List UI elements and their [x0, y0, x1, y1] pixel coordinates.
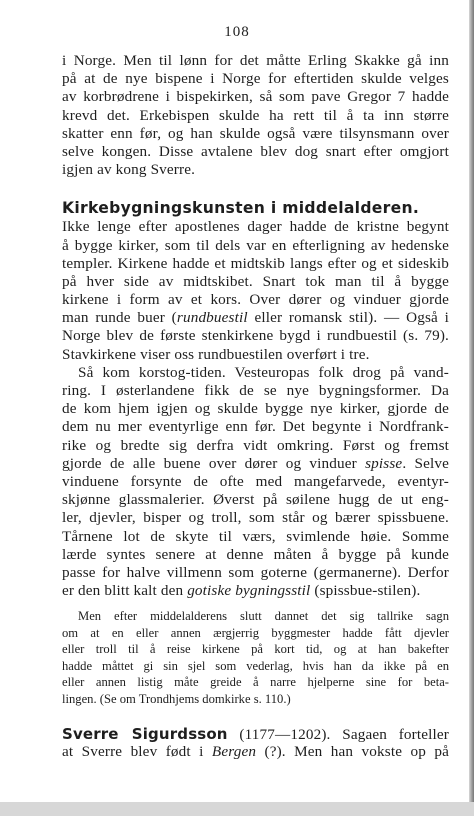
italic-term: Bergen	[211, 743, 257, 761]
text-line-mixed	[62, 582, 449, 600]
page-number: 108	[224, 24, 250, 40]
text-line: Tårnene lot de skyte til værs, svimlende høie. Somme	[62, 527, 449, 545]
text-column	[62, 52, 449, 762]
text-line: ring. I østerlandene fikk de se nye bygningsformer. Da	[62, 382, 449, 399]
text-line: ler, djevler, bisper og troll, som står og bærer spissbuene.	[62, 509, 449, 527]
text-fragment: (?). Men han vokste op på	[256, 743, 450, 761]
text-line: Norge blev de første stenkirkene bygd i rundbuestil (s. 79).	[62, 327, 449, 345]
text-line: å bygge kirker, som til dels var en efterligning av hedenske	[62, 236, 449, 254]
text-fragment: (spissbue-stilen).	[310, 582, 421, 600]
text-line: dem nu mer eventyrlige enn før. Det begynte i Nordfrank-	[62, 418, 449, 436]
text-line: i Norge. Men til lønn for det måtte Erling Skakke gå inn	[62, 52, 449, 69]
italic-term: rundbuestil	[176, 309, 248, 327]
text-line: Så kom korstog-tiden. Vesteuropas folk drog på vand-	[78, 363, 449, 381]
note-line: lingen. (Se om Trondhjems domkirke s. 110.)	[62, 691, 291, 706]
text-line: selve kongen. Disse avtalene blev dog snart efter omgjort	[62, 142, 449, 160]
text-line: vinduene forsynte de ofte med mangefarvede, eventyr-	[62, 472, 449, 490]
note-line: Men efter middelalderens slutt dannet det sig tallrike sagn	[78, 609, 449, 624]
text-line: på at de nye bispene i Norge for eftertiden skulde velges	[62, 70, 449, 88]
text-fragment: eller romansk stil). — Også i	[247, 309, 449, 327]
text-line: lærde syntes senere at denne måten å bygge på kunde	[62, 545, 449, 563]
note-line: om at en eller annen ærgjerrig byggmester hadde fått djevler	[62, 625, 449, 640]
person-name: Sverre Sigurdsson	[62, 725, 228, 744]
text-line: av korbrødrene i bispekirken, så som pave Gregor 7 hadde	[62, 88, 449, 106]
note-line: eller troll til å reise kirkene på kort tid, og at han bakefter	[62, 642, 449, 657]
text-line: Ikke lenge efter apostlenes dager hadde de kristne begynt	[62, 218, 449, 236]
paragraph-crusades	[62, 364, 449, 600]
note-line: eller annen listig måte greide å narre hjelperne sine for beta-	[62, 675, 449, 690]
text-line-mixed	[62, 725, 449, 743]
text-line: på hver side av midtskibet. Snart tok man til å bygge	[62, 272, 449, 290]
text-line: rike og bredte sig derfra vidt omkring. Først og fremst	[62, 436, 449, 454]
text-fragment: . Selve	[402, 454, 449, 472]
text-line: kirkene i form av et kors. Over dører og vinduer gjorde	[62, 291, 449, 309]
text-fragment: at Sverre blev født i	[62, 743, 212, 761]
paragraph-intro	[62, 52, 449, 179]
text-fragment: (1177—1202). Sagaen forteller	[227, 726, 449, 744]
section-heading: Kirkebygningskunsten i middelalderen.	[62, 199, 420, 218]
small-print-note	[62, 608, 449, 707]
text-line-mixed	[62, 309, 449, 327]
text-line-mixed	[62, 743, 449, 761]
note-line: hadde måttet gi sin sjel som vederlag, hvis han da ikke på en	[62, 658, 449, 673]
text-line: de kom hjem igjen og skulde bygge nye kirker, gjorde de	[62, 400, 449, 418]
paragraph-architecture	[62, 218, 449, 364]
text-line: igjen av kong Sverre.	[62, 161, 196, 179]
italic-term: gotiske bygningsstil	[187, 582, 311, 600]
text-fragment: gjorde de alle buene over dører og vinduer	[62, 454, 366, 472]
text-fragment: er den blitt kalt den	[62, 582, 188, 600]
paragraph-sverre	[62, 725, 449, 761]
italic-term: spisse	[365, 454, 403, 472]
scan-edge	[469, 0, 474, 816]
text-line-mixed	[62, 455, 449, 473]
text-line: Stavkirkene viser oss rundbuestilen overført i tre.	[62, 345, 370, 363]
text-line: templer. Kirkene hadde et midtskib langs efter og et sideskib	[62, 254, 449, 272]
text-line: passe for halve villmenn som goterne (germanerne). Derfor	[62, 563, 449, 581]
text-line: skjønne glassmalerier. Øverst på søilene hugg de ut eng-	[62, 491, 449, 509]
text-fragment: man runde buer (	[62, 309, 177, 327]
text-line: krevd det. Erkebispen skulde ha rett til å ta inn større	[62, 106, 449, 124]
text-line: skatter enn før, og han skulde også være tilsynsmann over	[62, 124, 449, 142]
scan-bottom-strip	[0, 802, 474, 816]
